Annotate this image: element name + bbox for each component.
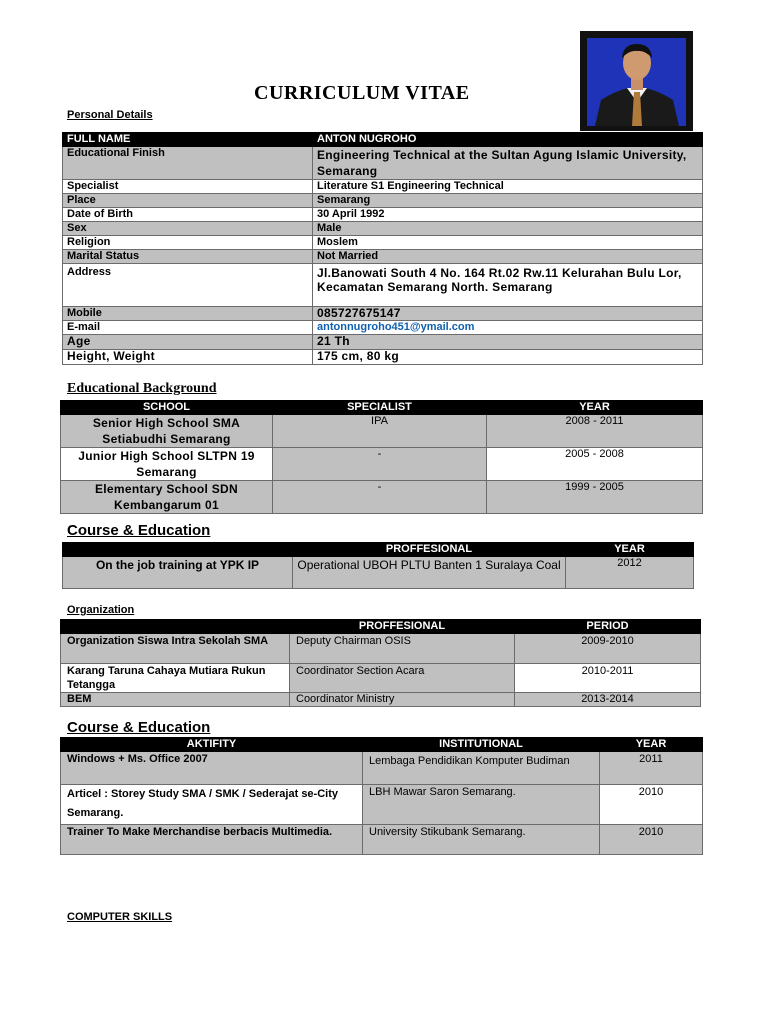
- table-row: [63, 350, 703, 365]
- row-label: Date of Birth: [63, 208, 313, 222]
- table-row: [61, 448, 703, 481]
- row-label: Address: [63, 264, 313, 307]
- org-period-cell: 2010-2011: [515, 664, 701, 693]
- row-value: 30 April 1992: [313, 208, 703, 222]
- institution-cell: Lembaga Pendidikan Komputer Budiman: [363, 752, 600, 785]
- specialist-cell: -: [273, 448, 487, 481]
- table-row: [63, 147, 703, 180]
- table-row: [61, 415, 703, 448]
- org-prof-cell: Coordinator Ministry: [290, 693, 515, 707]
- table-row: [63, 321, 703, 335]
- table-row: [63, 335, 703, 350]
- year-cell: 2008 - 2011: [487, 415, 703, 448]
- year-cell: 1999 - 2005: [487, 481, 703, 514]
- table-row: [63, 222, 703, 236]
- row-label: Mobile: [63, 307, 313, 321]
- row-value: 085727675147: [313, 307, 703, 321]
- row-label: Sex: [63, 222, 313, 236]
- table-row: [63, 264, 703, 307]
- table-row: [63, 180, 703, 194]
- table-row: [63, 236, 703, 250]
- course-year-cell: 2012: [566, 557, 694, 589]
- row-value: Semarang: [313, 194, 703, 208]
- email-link[interactable]: antonnugroho451@ymail.com: [313, 321, 703, 335]
- org-name-cell: Organization Siswa Intra Sekolah SMA: [61, 634, 290, 664]
- row-value: 175 cm, 80 kg: [313, 350, 703, 365]
- course-heading: Course & Education: [67, 522, 211, 539]
- personal-details-heading: Personal Details: [67, 109, 153, 121]
- education-heading: Educational Background: [67, 381, 217, 396]
- organization-table: [60, 619, 701, 707]
- specialist-cell: -: [273, 481, 487, 514]
- table-row: [63, 208, 703, 222]
- course-name-cell: On the job training at YPK IP: [63, 557, 293, 589]
- institution-cell: University Stikubank Semarang.: [363, 825, 600, 855]
- table-row: [61, 481, 703, 514]
- specialist-cell: IPA: [273, 415, 487, 448]
- row-label: E-mail: [63, 321, 313, 335]
- col-header-aktifity: AKTIFITY: [61, 738, 363, 752]
- col-header-proffesional: PROFFESIONAL: [293, 543, 566, 557]
- table-row: [63, 307, 703, 321]
- col-header-year: YEAR: [600, 738, 703, 752]
- table-row: [61, 825, 703, 855]
- row-value: Moslem: [313, 236, 703, 250]
- org-name-cell: BEM: [61, 693, 290, 707]
- row-label: Place: [63, 194, 313, 208]
- organization-heading: Organization: [67, 604, 135, 616]
- col-header-period: PERIOD: [515, 620, 701, 634]
- table-row: [63, 250, 703, 264]
- course-heading-2: Course & Education: [67, 719, 211, 736]
- col-header-year: YEAR: [566, 543, 694, 557]
- table-row: [61, 785, 703, 825]
- col-header-year: YEAR: [487, 401, 703, 415]
- row-label: Religion: [63, 236, 313, 250]
- col-header-blank: [63, 543, 293, 557]
- full-name-value: ANTON NUGROHO: [313, 133, 703, 147]
- activity-year-cell: 2011: [600, 752, 703, 785]
- row-value: Literature S1 Engineering Technical: [313, 180, 703, 194]
- row-label: Marital Status: [63, 250, 313, 264]
- computer-skills-heading: COMPUTER SKILLS: [67, 911, 173, 923]
- col-header-institutional: INSTITUTIONAL: [363, 738, 600, 752]
- org-prof-cell: Coordinator Section Acara: [290, 664, 515, 693]
- col-header-school: SCHOOL: [61, 401, 273, 415]
- full-name-label: FULL NAME: [63, 133, 313, 147]
- activity-cell: Trainer To Make Merchandise berbacis Multimedia.: [61, 825, 363, 855]
- table-row: [61, 693, 701, 707]
- personal-details-table: [62, 132, 703, 365]
- activity-cell: Articel : Storey Study SMA / SMK / Sederajat se-City Semarang.: [61, 785, 363, 825]
- table-row: [61, 664, 701, 693]
- school-cell: Junior High School SLTPN 19 Semarang: [61, 448, 273, 481]
- year-cell: 2005 - 2008: [487, 448, 703, 481]
- personal-header-row: [63, 133, 703, 147]
- table-row: [63, 557, 694, 589]
- table-row: [61, 634, 701, 664]
- row-value: Not Married: [313, 250, 703, 264]
- activity-cell: Windows + Ms. Office 2007: [61, 752, 363, 785]
- education-table: [60, 400, 703, 514]
- row-value: Jl.Banowati South 4 No. 164 Rt.02 Rw.11 Kelurahan Bulu Lor, Kecamatan Semarang North. Semarang: [313, 264, 703, 307]
- row-label: Specialist: [63, 180, 313, 194]
- row-label: Age: [63, 335, 313, 350]
- course-table: [62, 542, 694, 589]
- profile-photo: [587, 38, 686, 126]
- table-row: [61, 752, 703, 785]
- institution-cell: LBH Mawar Saron Semarang.: [363, 785, 600, 825]
- activity-table: [60, 737, 703, 855]
- document-title: CURRICULUM VITAE: [254, 82, 470, 104]
- activity-year-cell: 2010: [600, 825, 703, 855]
- school-cell: Senior High School SMA Setiabudhi Semarang: [61, 415, 273, 448]
- org-name-cell: Karang Taruna Cahaya Mutiara Rukun Tetangga: [61, 664, 290, 693]
- org-prof-cell: Deputy Chairman OSIS: [290, 634, 515, 664]
- col-header-blank: [61, 620, 290, 634]
- col-header-proffesional: PROFFESIONAL: [290, 620, 515, 634]
- row-value: Male: [313, 222, 703, 236]
- row-label: Height, Weight: [63, 350, 313, 365]
- activity-year-cell: 2010: [600, 785, 703, 825]
- row-value: Engineering Technical at the Sultan Agung Islamic University, Semarang: [313, 147, 703, 180]
- table-row: [63, 194, 703, 208]
- col-header-specialist: SPECIALIST: [273, 401, 487, 415]
- org-period-cell: 2009-2010: [515, 634, 701, 664]
- row-value: 21 Th: [313, 335, 703, 350]
- course-prof-cell: Operational UBOH PLTU Banten 1 Suralaya Coal: [293, 557, 566, 589]
- org-period-cell: 2013-2014: [515, 693, 701, 707]
- row-label: Educational Finish: [63, 147, 313, 180]
- school-cell: Elementary School SDN Kembangarum 01: [61, 481, 273, 514]
